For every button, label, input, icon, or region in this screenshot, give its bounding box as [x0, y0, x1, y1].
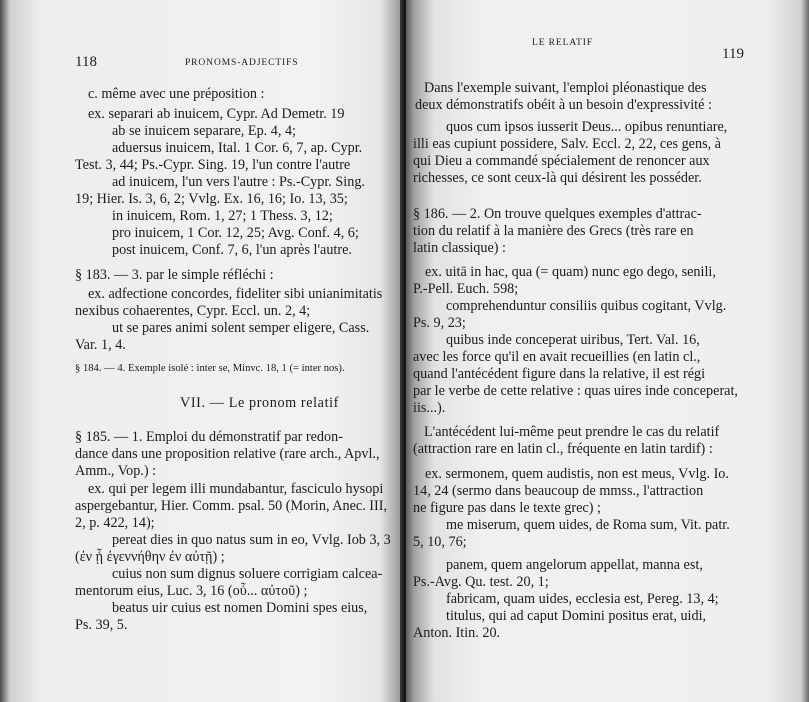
text-line: P.-Pell. Euch. 598;: [413, 281, 519, 297]
text-line: illi eas cupiunt possidere, Salv. Eccl. 2, 22, ces gens, à: [413, 136, 721, 152]
running-head: PRONOMS-ADJECTIFS: [185, 58, 299, 68]
text-line: qui Dieu a commandé spécialement de renoncer aux: [413, 153, 710, 169]
text-line: L'antécédent lui-même peut prendre le cas du relatif: [424, 424, 720, 440]
greek-line: (ἐν ᾗ ἐγεννήθην ἐν αὐτῇ) ;: [75, 549, 225, 565]
text-line: avec les force qu'il en avait recueillies (en latin cl.,: [413, 349, 701, 365]
text-line: (attraction rare en latin cl., fréquente en latin tardif) :: [413, 441, 713, 457]
text-line: Var. 1, 4.: [75, 337, 126, 353]
text-line: latin classique) :: [413, 240, 506, 256]
text-line: Ps.-Avg. Qu. test. 20, 1;: [413, 574, 549, 590]
text-line: panem, quem angelorum appellat, manna est,: [446, 557, 703, 573]
text-line: 19; Hier. Is. 3, 6, 2; Vvlg. Ex. 16, 16; Io. 13, 35;: [75, 191, 348, 207]
text-line: Dans l'exemple suivant, l'emploi pléonastique des: [424, 80, 707, 96]
text-line: in inuicem, Rom. 1, 27; 1 Thess. 3, 12;: [112, 208, 333, 224]
text-line: 5, 10, 76;: [413, 534, 467, 550]
text-line: Anton. Itin. 20.: [413, 625, 501, 641]
section-186: § 186. — 2. On trouve quelques exemples d'attrac-: [413, 206, 702, 222]
text-line: 14, 24 (sermo dans beaucoup de mmss., l'attraction: [413, 483, 704, 499]
text-line: fabricam, quam uides, ecclesia est, Pereg. 13, 4;: [446, 591, 719, 607]
right-page: [406, 0, 809, 702]
text-line: Ps. 9, 23;: [413, 315, 466, 331]
text-line: Test. 3, 44; Ps.-Cypr. Sing. 19, l'un contre l'autre: [75, 157, 351, 173]
section-184: § 184. — 4. Exemple isolé : inter se, Minvc. 18, 1 (= inter nos).: [75, 363, 345, 374]
section-heading: VII. — Le pronom relatif: [180, 395, 339, 411]
text-line: ex. qui per legem illi mundabantur, fasciculo hysopi: [88, 481, 384, 497]
page-number: 119: [722, 46, 744, 62]
running-head: LE RELATIF: [532, 38, 593, 48]
text-line: cuius non sum dignus soluere corrigiam calcea-: [112, 566, 383, 582]
text-line: richesses, ce sont ceux-là qui désirent les posséder.: [413, 170, 702, 186]
text-line: pereat dies in quo natus sum in eo, Vvlg. Iob 3, 3: [112, 532, 391, 548]
text-line: ab se inuicem separare, Ep. 4, 4;: [112, 123, 296, 139]
text-line: Ps. 39, 5.: [75, 617, 128, 633]
text-line: ex. sermonem, quem audistis, non est meus, Vvlg. Io.: [425, 466, 729, 482]
text-line: comprehenduntur consiliis quibus cogitant, Vvlg.: [446, 298, 727, 314]
text-line: c. même avec une préposition :: [88, 86, 265, 102]
text-line: ad inuicem, l'un vers l'autre : Ps.-Cypr. Sing.: [112, 174, 365, 190]
text-line: ex. uitā in hac, qua (= quam) nunc ego dego, senili,: [425, 264, 716, 280]
text-line: ne figure pas dans le texte grec) ;: [413, 500, 601, 516]
text-line: aduersus inuicem, Ital. 1 Cor. 6, 7, ap. Cypr.: [112, 140, 363, 156]
text-line: ex. separari ab inuicem, Cypr. Ad Demetr. 19: [88, 106, 345, 122]
text-line: pro inuicem, 1 Cor. 12, 25; Avg. Conf. 4, 6;: [112, 225, 359, 241]
text-line: quibus inde conceperat uiribus, Tert. Val. 16,: [446, 332, 700, 348]
text-line: Amm., Vop.) :: [75, 463, 157, 479]
text-line: mentorum eius, Luc. 3, 16 (οὗ... αὐτοῦ) ;: [75, 583, 308, 599]
text-line: par le verbe de cette relative : quas uires inde conceperat,: [413, 383, 738, 399]
text-line: deux démonstratifs obéit à un besoin d'expressivité :: [415, 97, 712, 113]
text-line: nexibus cohaerentes, Cypr. Eccl. un. 2, 4;: [75, 303, 311, 319]
text-line: beatus uir cuius est nomen Domini spes eius,: [112, 600, 368, 616]
text-line: me miserum, quem uides, de Roma sum, Vit. patr.: [446, 517, 730, 533]
text-line: titulus, qui ad caput Domini positus erat, uidi,: [446, 608, 707, 624]
text-line: iis...).: [413, 400, 446, 416]
text-line: aspergebantur, Hier. Comm. psal. 50 (Morin, Anec. III,: [75, 498, 388, 514]
text-line: quos cum ipsos iusserit Deus... opibus renuntiare,: [446, 119, 728, 135]
text-line: post inuicem, Conf. 7, 6, l'un après l'autre.: [112, 242, 352, 258]
text-line: ex. adfectione concordes, fideliter sibi unianimitatis: [88, 286, 383, 302]
text-line: 2, p. 422, 14);: [75, 515, 155, 531]
section-183: § 183. — 3. par le simple réfléchi :: [75, 267, 274, 283]
text-line: ut se pares animi solent semper eligere, Cass.: [112, 320, 370, 336]
text-line: dance dans une proposition relative (rare arch., Apvl.,: [75, 446, 380, 462]
page-number: 118: [75, 54, 97, 70]
section-185: § 185. — 1. Emploi du démonstratif par redon-: [75, 429, 343, 445]
text-line: quand l'antécédent figure dans la relative, il est régi: [413, 366, 706, 382]
text-line: tion du relatif à la manière des Grecs (très rare en: [413, 223, 694, 239]
